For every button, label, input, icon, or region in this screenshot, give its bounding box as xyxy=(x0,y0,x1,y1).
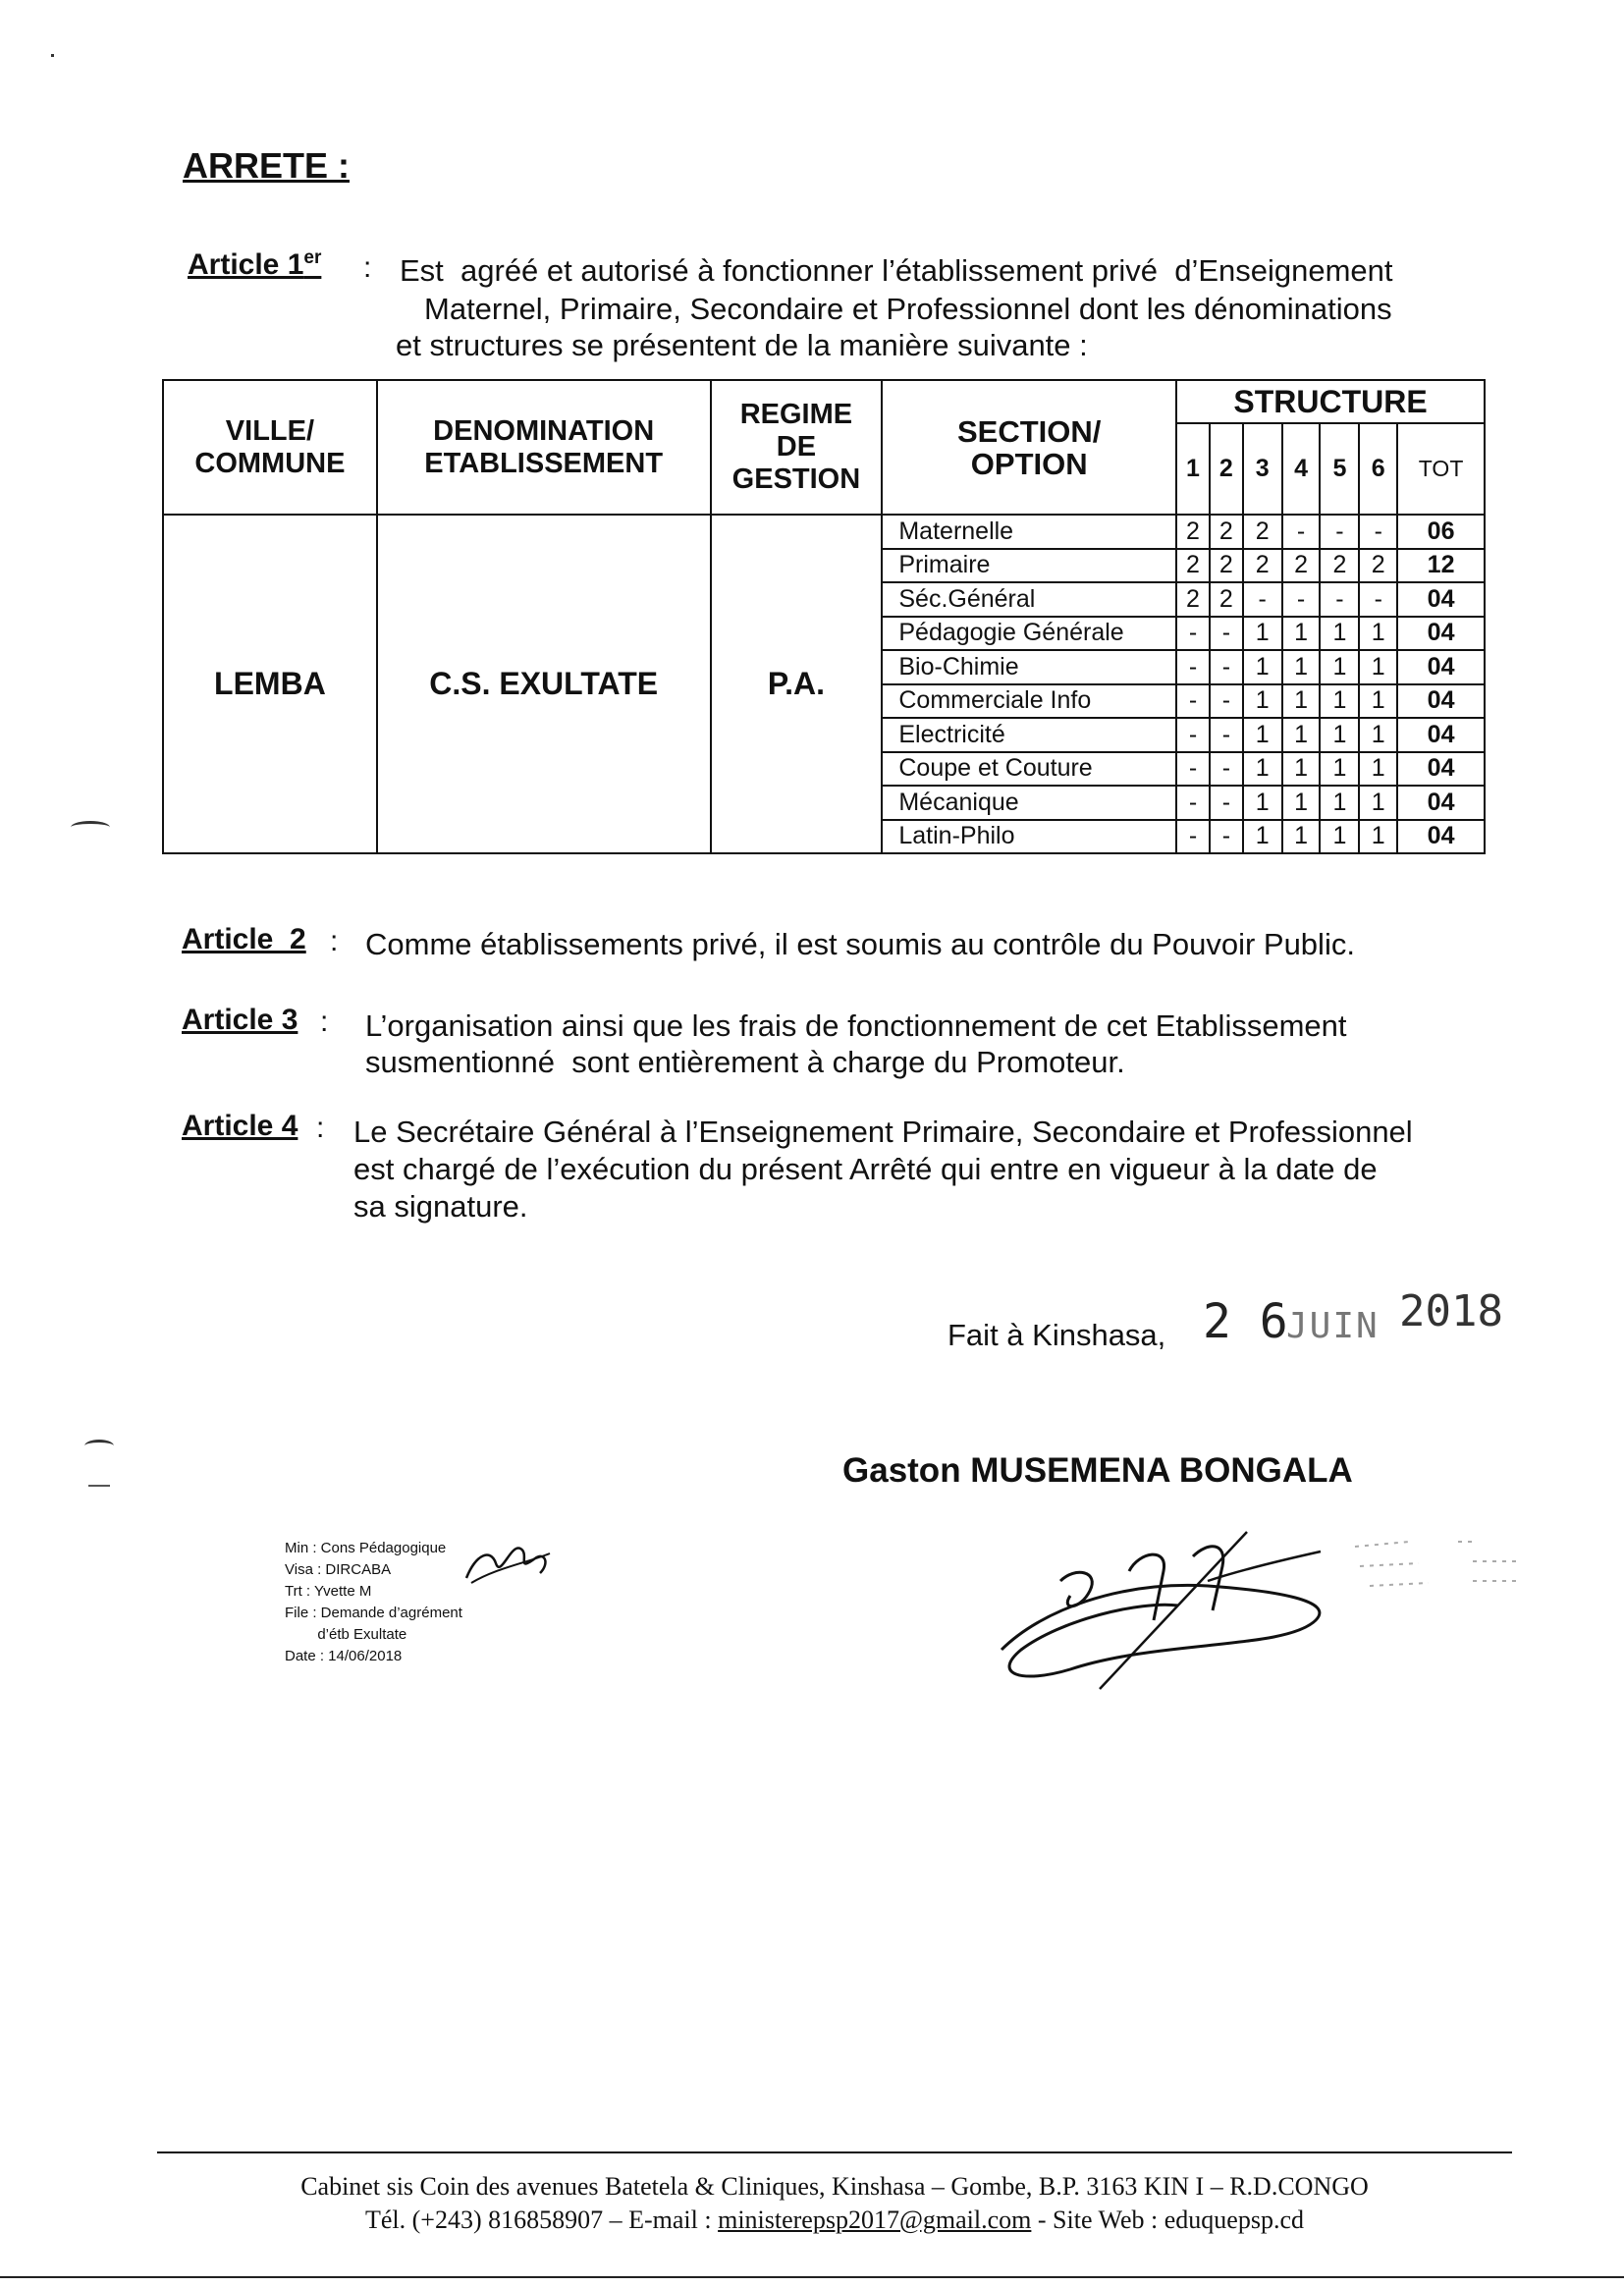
ref-line: Min : Cons Pédagogique xyxy=(285,1540,447,1556)
cell-year-3: 1 xyxy=(1243,752,1282,787)
signature-image xyxy=(982,1512,1375,1728)
cell-year-4: 1 xyxy=(1282,684,1321,719)
cell-year-1: - xyxy=(1176,684,1210,719)
cell-year-1: - xyxy=(1176,718,1210,752)
cell-total: 04 xyxy=(1397,684,1485,719)
cell-year-3: 1 xyxy=(1243,650,1282,684)
cell-year-3: 1 xyxy=(1243,718,1282,752)
footer-website: - Site Web : eduquepsp.cd xyxy=(1031,2205,1304,2234)
cell-section: Coupe et Couture xyxy=(882,752,1176,787)
ref-line: Trt : Yvette M xyxy=(285,1583,372,1600)
fait-a-kinshasa: Fait à Kinshasa, xyxy=(947,1318,1166,1352)
ref-line: File : Demande d’agrément xyxy=(285,1605,462,1621)
cell-total: 12 xyxy=(1397,549,1485,583)
cell-year-5: 1 xyxy=(1320,617,1359,651)
cell-year-1: 2 xyxy=(1176,582,1210,617)
cell-section: Electricité xyxy=(882,718,1176,752)
article-4-line-2: est chargé de l’exécution du présent Arrêté qui entre en vigueur à la date de xyxy=(353,1152,1378,1186)
cell-section: Maternelle xyxy=(882,515,1176,549)
cell-section: Latin-Philo xyxy=(882,820,1176,854)
footer-email-link[interactable]: ministerepsp2017@gmail.com xyxy=(718,2205,1032,2234)
article-1-line-3: et structures se présentent de la manière suivante : xyxy=(396,328,1088,362)
cell-etablissement: C.S. EXULTATE xyxy=(377,515,711,853)
cell-year-4: - xyxy=(1282,582,1321,617)
article-2-text: Comme établissements privé, il est soumis au contrôle du Pouvoir Public. xyxy=(365,927,1355,961)
header-regime: REGIME DE GESTION xyxy=(711,380,883,515)
cell-year-6: 1 xyxy=(1359,684,1397,719)
cell-year-1: 2 xyxy=(1176,549,1210,583)
cell-year-2: 2 xyxy=(1210,582,1243,617)
cell-year-2: - xyxy=(1210,752,1243,787)
cell-year-5: 1 xyxy=(1320,786,1359,820)
faint-stamp-image xyxy=(1350,1532,1527,1601)
cell-year-4: 2 xyxy=(1282,549,1321,583)
cell-year-2: 2 xyxy=(1210,549,1243,583)
date-stamp-year: 2018 xyxy=(1399,1286,1503,1336)
header-col-2: 2 xyxy=(1210,423,1243,515)
header-col-3: 3 xyxy=(1243,423,1282,515)
article-1-line-1: Est agréé et autorisé à fonctionner l’établissement privé d’Enseignement xyxy=(400,253,1393,288)
article-4-colon: : xyxy=(316,1112,325,1144)
cell-year-4: - xyxy=(1282,515,1321,549)
article-3-line-1: L’organisation ainsi que les frais de fonctionnement de cet Etablissement xyxy=(365,1008,1347,1043)
cell-year-6: - xyxy=(1359,582,1397,617)
cell-year-2: - xyxy=(1210,650,1243,684)
cell-year-6: - xyxy=(1359,515,1397,549)
date-stamp-day: 2 6 xyxy=(1203,1294,1288,1349)
cell-total: 04 xyxy=(1397,650,1485,684)
document-heading: ARRETE : xyxy=(183,145,350,186)
cell-year-2: - xyxy=(1210,617,1243,651)
article-3-label: Article 3 xyxy=(182,1004,298,1036)
cell-section: Primaire xyxy=(882,549,1176,583)
cell-year-1: 2 xyxy=(1176,515,1210,549)
article-1-label-text: Article 1 xyxy=(188,248,304,281)
cell-section: Mécanique xyxy=(882,786,1176,820)
cell-total: 06 xyxy=(1397,515,1485,549)
header-col-5: 5 xyxy=(1320,423,1359,515)
article-1-label xyxy=(188,247,321,282)
cell-year-1: - xyxy=(1176,650,1210,684)
cell-year-3: 1 xyxy=(1243,820,1282,854)
cell-total: 04 xyxy=(1397,786,1485,820)
footer-address: Cabinet sis Coin des avenues Batetela & Cliniques, Kinshasa – Gombe, B.P. 3163 KIN I – R.D.CONGO xyxy=(300,2172,1369,2201)
cell-year-4: 1 xyxy=(1282,752,1321,787)
reference-block xyxy=(285,1538,462,1667)
article-3-line-2: susmentionné sont entièrement à charge du Promoteur. xyxy=(365,1045,1125,1079)
header-col-6: 6 xyxy=(1359,423,1397,515)
cell-year-3: 2 xyxy=(1243,515,1282,549)
page-bottom-rule xyxy=(0,2276,1624,2278)
scan-dot xyxy=(51,54,54,57)
cell-year-2: - xyxy=(1210,684,1243,719)
footer-contact xyxy=(157,2205,1512,2235)
cell-year-3: 1 xyxy=(1243,684,1282,719)
cell-year-5: - xyxy=(1320,515,1359,549)
cell-year-3: 1 xyxy=(1243,617,1282,651)
header-section: SECTION/ OPTION xyxy=(882,380,1176,515)
cell-year-5: 1 xyxy=(1320,718,1359,752)
article-3-colon: : xyxy=(320,1006,329,1038)
cell-year-4: 1 xyxy=(1282,650,1321,684)
header-structure: STRUCTURE xyxy=(1176,380,1485,423)
cell-year-1: - xyxy=(1176,786,1210,820)
footer-phone: Tél. (+243) 816858907 – E-mail : xyxy=(364,2205,719,2234)
cell-year-2: - xyxy=(1210,820,1243,854)
cell-year-6: 1 xyxy=(1359,786,1397,820)
cell-section: Pédagogie Générale xyxy=(882,617,1176,651)
ref-line: Visa : DIRCABA xyxy=(285,1561,392,1578)
cell-total: 04 xyxy=(1397,820,1485,854)
ref-line: d’étb Exultate xyxy=(285,1626,407,1643)
article-1-label-sup: er xyxy=(303,247,322,268)
cell-total: 04 xyxy=(1397,752,1485,787)
table-row xyxy=(163,515,1485,549)
cell-year-6: 1 xyxy=(1359,820,1397,854)
cell-year-6: 1 xyxy=(1359,617,1397,651)
scan-mark xyxy=(84,1440,114,1452)
initials-image xyxy=(457,1534,555,1593)
cell-year-5: - xyxy=(1320,582,1359,617)
header-col-4: 4 xyxy=(1282,423,1321,515)
cell-year-3: 2 xyxy=(1243,549,1282,583)
date-stamp-month: JUIN xyxy=(1286,1306,1380,1346)
footer-rule xyxy=(157,2151,1512,2153)
cell-section: Commerciale Info xyxy=(882,684,1176,719)
cell-ville: LEMBA xyxy=(163,515,377,853)
cell-section: Bio-Chimie xyxy=(882,650,1176,684)
article-2-colon: : xyxy=(330,925,339,957)
structure-table xyxy=(162,379,1486,854)
cell-year-1: - xyxy=(1176,752,1210,787)
ref-line: Date : 14/06/2018 xyxy=(285,1648,403,1664)
cell-year-5: 2 xyxy=(1320,549,1359,583)
cell-regime: P.A. xyxy=(711,515,883,853)
header-col-1: 1 xyxy=(1176,423,1210,515)
cell-total: 04 xyxy=(1397,718,1485,752)
cell-year-2: - xyxy=(1210,786,1243,820)
header-col-tot: TOT xyxy=(1397,423,1485,515)
cell-year-5: 1 xyxy=(1320,684,1359,719)
article-1-colon: : xyxy=(363,251,372,284)
article-4-line-3: sa signature. xyxy=(353,1189,528,1224)
cell-section: Séc.Général xyxy=(882,582,1176,617)
article-4-line-1: Le Secrétaire Général à l’Enseignement Primaire, Secondaire et Professionnel xyxy=(353,1115,1413,1149)
cell-year-2: 2 xyxy=(1210,515,1243,549)
cell-year-5: 1 xyxy=(1320,820,1359,854)
article-2-label: Article 2 xyxy=(182,923,306,955)
cell-year-5: 1 xyxy=(1320,650,1359,684)
header-denomination: DENOMINATION ETABLISSEMENT xyxy=(377,380,711,515)
scan-mark xyxy=(88,1485,110,1487)
cell-year-5: 1 xyxy=(1320,752,1359,787)
cell-year-4: 1 xyxy=(1282,786,1321,820)
cell-year-4: 1 xyxy=(1282,820,1321,854)
cell-year-6: 1 xyxy=(1359,718,1397,752)
cell-year-3: 1 xyxy=(1243,786,1282,820)
cell-year-6: 1 xyxy=(1359,752,1397,787)
cell-year-1: - xyxy=(1176,820,1210,854)
article-4-label: Article 4 xyxy=(182,1110,298,1142)
cell-year-4: 1 xyxy=(1282,617,1321,651)
signer-name: Gaston MUSEMENA BONGALA xyxy=(842,1451,1353,1490)
cell-year-6: 1 xyxy=(1359,650,1397,684)
cell-total: 04 xyxy=(1397,617,1485,651)
cell-year-4: 1 xyxy=(1282,718,1321,752)
cell-year-2: - xyxy=(1210,718,1243,752)
cell-year-3: - xyxy=(1243,582,1282,617)
scan-mark xyxy=(71,821,110,834)
article-1-line-2: Maternel, Primaire, Secondaire et Professionnel dont les dénominations xyxy=(424,292,1392,326)
cell-total: 04 xyxy=(1397,582,1485,617)
cell-year-6: 2 xyxy=(1359,549,1397,583)
header-ville: VILLE/ COMMUNE xyxy=(163,380,377,515)
cell-year-1: - xyxy=(1176,617,1210,651)
